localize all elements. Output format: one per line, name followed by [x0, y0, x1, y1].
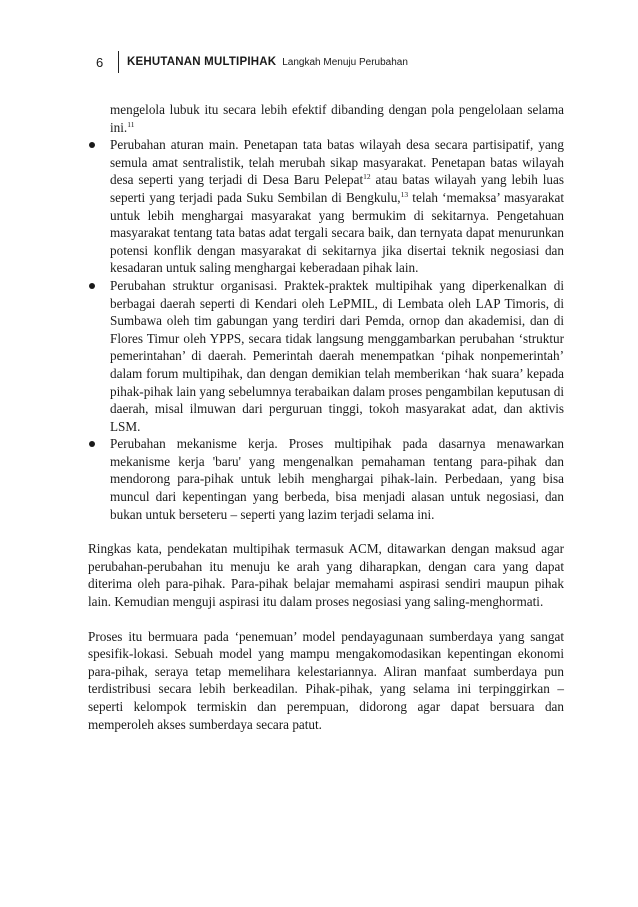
list-item-continuation [88, 101, 564, 136]
page-body [88, 101, 564, 733]
page-number: 6 [96, 54, 104, 70]
bullet-text-1a: Perubahan aturan main. Penetapan tata batas wilayah desa secara partisipatif, yang semula amat sentralistik, telah merubah sikap masyarakat. Penetapan batas wilayah desa seperti yang terjadi di Desa Baru Pelepat [110, 137, 564, 188]
bullet-text-1c: telah ‘memaksa’ masyarakat untuk lebih menghargai masyarakat yang bermukim di sekitarnya. Pengetahuan masyarakat tentang tata batas adat tergali secara baik, dan ternyata dapat menurunkan potensi konflik dengan masyarakat di sekitarnya jika disertai teknik negosiasi dan kesadaran untuk saling menghargai keberadaan pihak lain. [110, 189, 564, 276]
bullet-icon [89, 283, 95, 289]
footnote-ref[interactable]: 11 [127, 119, 135, 129]
footnote-ref[interactable]: 13 [400, 189, 409, 199]
bullet-icon [89, 142, 95, 148]
book-title: KEHUTANAN MULTIPIHAK [127, 56, 277, 68]
header-divider [118, 51, 119, 73]
bullet-icon [89, 441, 95, 447]
bullet-text-1b: atau batas wilayah yang lebih luas seperti yang terjadi pada Suku Sembilan di Bengkulu, [110, 172, 564, 205]
bullet-text-2: Perubahan struktur organisasi. Praktek-praktek multipihak yang diperkenalkan di berbagai daerah seperti di Kendari oleh LePMIL, di Lembata oleh LAP Timoris, di Sumbawa oleh tim gabungan yang terdiri dari Pemda, ornop dan akademisi, dan di Flores Timur oleh YPPS, secara tidak langsung menggambarkan perubahan ‘struktur pemerintahan’ di daerah. Pemerintah daerah menempatkan ‘pihak nonpemerintah’ dalam forum multipihak, dan dengan demikian telah memberikan ‘hak suara’ kepada pihak-pihak lain yang sebelumnya terabaikan dalam proses pengambilan keputusan di daerah, misal ilmuwan dari perguruan tinggi, tokoh masyarakat adat, dan aktivis LSM. [110, 277, 564, 434]
list-item-aturan-main [88, 136, 564, 277]
running-header [96, 50, 408, 74]
bullet-list [88, 101, 564, 523]
list-item-mekanisme-kerja [88, 435, 564, 523]
book-subtitle: Langkah Menuju Perubahan [282, 56, 408, 68]
list-item-struktur-organisasi [88, 277, 564, 435]
paragraph-ringkas: Ringkas kata, pendekatan multipihak termasuk ACM, ditawarkan dengan maksud agar perubahan-perubahan itu menuju ke arah yang diharapkan, dengan cara yang dapat diterima oleh para-pihak. Para-pihak belajar memahami aspirasi sendiri maupun pihak lain. Kemudian menguji aspirasi itu dalam proses negosiasi yang saling-menghormati. [88, 541, 564, 610]
bullet-text-3: Perubahan mekanisme kerja. Proses multipihak pada dasarnya menawarkan mekanisme kerja 'baru' yang mengenalkan pemahaman tentang para-pihak dan mendorong para-pihak untuk lebih menghargai pihak-lain. Perbedaan, yang bisa muncul dari kepentingan yang berbeda, bisa menjadi alasan untuk negosiasi, dan bukan untuk berseteru – seperti yang lazim terjadi selama ini. [110, 436, 564, 522]
footnote-ref[interactable]: 12 [363, 172, 371, 182]
continuation-text: mengelola lubuk itu secara lebih efektif dibanding dengan pola pengelolaan selama ini. [110, 102, 564, 135]
paragraph-proses: Proses itu bermuara pada ‘penemuan’ model pendayagunaan sumberdaya yang sangat spesifik-lokasi. Sebuah model yang mampu mengakomodasikan kepentingan ekonomi para-pihak, seraya tetap memelihara kelestariannya. Aliran manfaat sumberdaya pun terdistribusi secara lebih berkeadilan. Pihak-pihak, yang selama ini terpinggirkan – seperti kelompok termiskin dan perempuan, didorong agar dapat bersuara dan memperoleh akses sumberdaya secara patut. [88, 628, 564, 732]
